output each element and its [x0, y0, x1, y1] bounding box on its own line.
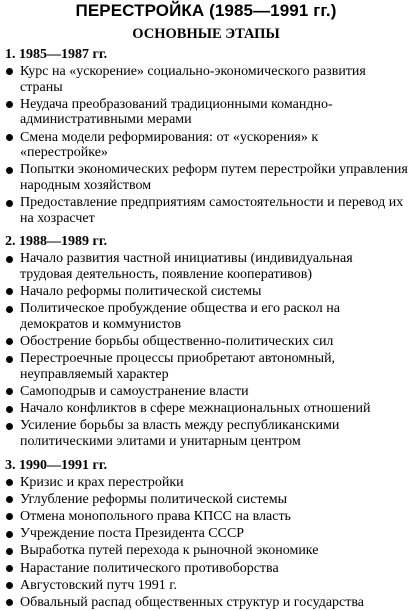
list-item-text: Обострение борьбы общественно-политических сил [20, 334, 334, 350]
list-item [4, 351, 408, 382]
bullet-icon [6, 134, 13, 141]
list-item-text: Отмена монопольного права КПСС на власть [20, 508, 291, 524]
list-item [4, 162, 408, 193]
list-item-text: Углубление реформы политической системы [20, 491, 288, 507]
page-title: ПЕРЕСТРОЙКА (1985—1991 гг.) [75, 1, 337, 20]
bullet-icon [6, 565, 13, 572]
bullet-icon [6, 548, 13, 555]
stages-list [4, 47, 408, 611]
list-item [4, 334, 408, 350]
stage-items [4, 475, 408, 611]
list-item-text: Обвальный распад общественных структур и государства [20, 594, 365, 610]
list-item [4, 251, 408, 282]
list-item-text: Начало конфликтов в сфере межнациональных отношений [20, 401, 371, 417]
list-item [4, 284, 408, 300]
list-item [4, 401, 408, 417]
list-item-text: Августовский путч 1991 г. [20, 577, 177, 593]
bullet-icon [6, 513, 13, 520]
bullet-icon [6, 479, 13, 486]
list-item [4, 543, 408, 559]
list-item [4, 384, 408, 400]
list-item [4, 195, 408, 226]
stage-section [4, 458, 408, 611]
bullet-icon [6, 101, 13, 108]
bullet-icon [6, 306, 13, 313]
stage-items [4, 64, 408, 226]
bullet-icon [6, 599, 13, 606]
list-item [4, 475, 408, 491]
stage-section [4, 47, 408, 226]
list-item-text: Учреждение поста Президента СССР [20, 526, 245, 542]
bullet-icon [6, 388, 13, 395]
bullet-icon [6, 582, 13, 589]
bullet-icon [6, 531, 13, 538]
bullet-icon [6, 423, 13, 430]
list-item-text: Политическое пробуждение общества и его раскол на демократов и коммунистов [20, 301, 340, 332]
list-item [4, 509, 408, 525]
list-item [4, 595, 408, 611]
list-item-text: Кризис и крах перестройки [20, 474, 184, 490]
bullet-icon [6, 288, 13, 295]
list-item-text: Неудача преобразований традиционными командно-административными мерами [20, 96, 333, 128]
stage-heading: 3. 1990—1991 гг. [5, 457, 108, 473]
bullet-icon [6, 200, 13, 207]
list-item-text: Начало развития частной инициативы (индивидуальная трудовая деятельность, появление кооперативов) [20, 251, 353, 282]
list-item-text: Усиление борьбы за власть между республиканскими политическими элитами и унитарным центром [20, 418, 340, 449]
list-item [4, 561, 408, 577]
list-item [4, 130, 408, 161]
list-item [4, 97, 408, 128]
stage-heading: 2. 1988—1989 гг. [5, 234, 108, 250]
list-item-text: Курс на «ускорение» социально-экономического развития страны [20, 64, 366, 95]
stage-heading: 1. 1985—1987 гг. [5, 47, 108, 62]
list-item-text: Перестроечные процессы приобретают автономный, неуправляемый характер [20, 351, 336, 382]
stage-section [4, 234, 408, 449]
list-item [4, 301, 408, 332]
list-item [4, 492, 408, 508]
bullet-icon [6, 496, 13, 503]
list-item-text: Начало реформы политической системы [20, 284, 262, 300]
bullet-icon [6, 167, 13, 174]
bullet-icon [6, 338, 13, 345]
list-item [4, 418, 408, 449]
list-item-text: Предоставление предприятиям самостоятельности и перевод их на хозрасчет [20, 195, 404, 226]
list-item-text: Смена модели реформирования: от «ускорения» к «перестройке» [20, 129, 319, 161]
list-item-text: Выработка путей перехода к рыночной экономике [20, 543, 319, 559]
list-item [4, 578, 408, 594]
list-item [4, 526, 408, 542]
list-item-text: Нарастание политического противоборства [20, 560, 279, 576]
list-item-text: Попытки экономических реформ путем перестройки управления народным хозяйством [20, 162, 408, 193]
bullet-icon [6, 356, 13, 363]
page-subtitle: ОСНОВНЫЕ ЭТАПЫ [132, 26, 280, 42]
bullet-icon [6, 256, 13, 263]
bullet-icon [6, 68, 13, 75]
list-item [4, 64, 408, 95]
stage-items [4, 251, 408, 449]
bullet-icon [6, 406, 13, 413]
list-item-text: Самоподрыв и самоустранение власти [20, 384, 249, 400]
